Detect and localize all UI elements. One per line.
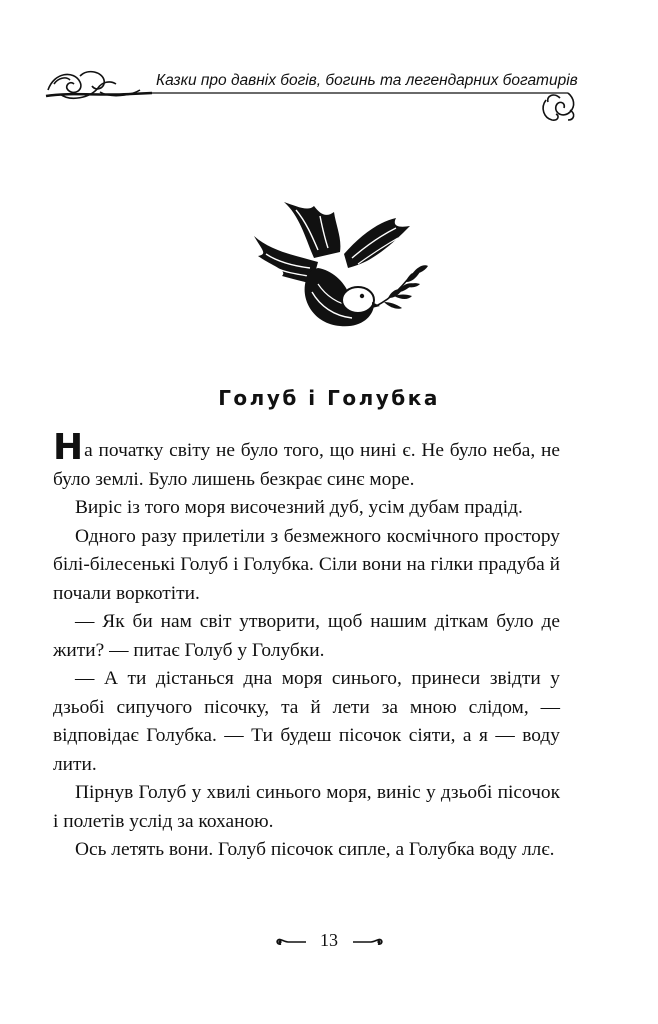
paragraph: Пірнув Голуб у хвилі синього моря, виніс у дзьобі пісочок і полетів услід за коханою. xyxy=(53,782,560,832)
paragraph: На початку світу не було того, що нині є. Не було неба, не було землі. Було лишень безкрає синє море. xyxy=(53,427,560,490)
right-swirl-ornament xyxy=(351,936,385,948)
page-number-footer xyxy=(0,930,658,951)
story-text xyxy=(53,427,560,865)
dove-illustration xyxy=(248,196,434,346)
story-title: Голуб і Голубка xyxy=(218,386,440,410)
page-number: 13 xyxy=(320,930,338,950)
paragraph: — Як би нам світ утворити, щоб нашим діткам було де жити? — питає Голуб у Голубки. xyxy=(53,611,560,661)
paragraph: — А ти дістанься дна моря синього, принеси звідти у дзьобі сипучого пісочку, та й лети за мною слідом, — відповідає Голубка. — Ти будеш пісочок сіяти, а я — воду лити. xyxy=(53,668,560,775)
header-ornament xyxy=(40,62,580,122)
paragraph: Одного разу прилетіли з безмежного космічного простору білі-білесенькі Голуб і Голубка. Сіли вони на гілки прадуба й почали воркотіти. xyxy=(53,525,560,604)
paragraph: Виріс із того моря височезний дуб, усім дубам прадід. xyxy=(75,497,523,518)
running-head: Казки про давніх богів, богинь та легендарних богатирів xyxy=(156,72,578,89)
paragraph: Ось летять вони. Голуб пісочок сипле, а Голубка воду ллє. xyxy=(75,839,555,860)
left-swirl-ornament xyxy=(274,936,308,948)
drop-cap: Н xyxy=(53,427,84,468)
